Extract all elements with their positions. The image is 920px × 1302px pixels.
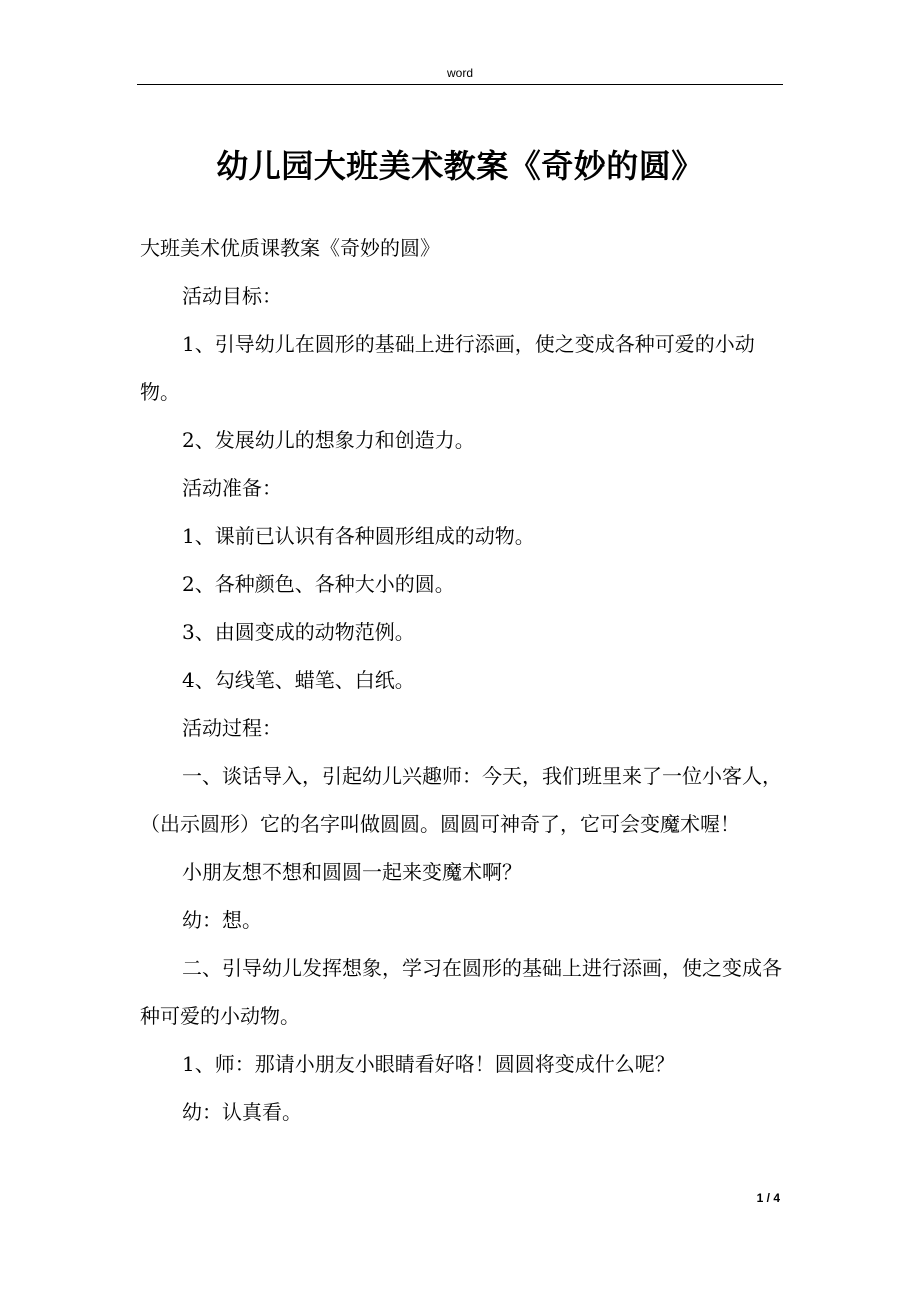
paragraph: 活动准备：: [182, 476, 282, 500]
paragraph: 幼：认真看。: [182, 1100, 302, 1124]
paragraph: 3、由圆变成的动物范例。: [182, 620, 415, 644]
paragraph: 活动目标：: [182, 284, 282, 308]
document-body: [140, 224, 782, 1136]
paragraph: 活动过程：: [182, 716, 282, 740]
page-header: word: [446, 66, 473, 80]
header-divider: [137, 84, 783, 85]
document-title: 幼儿园大班美术教案《奇妙的圆》: [216, 147, 704, 185]
paragraph: 1、引导幼儿在圆形的基础上进行添画，使之变成各种可爱的小动物。: [140, 332, 755, 404]
paragraph: 4、勾线笔、蜡笔、白纸。: [182, 668, 415, 692]
paragraph: 2、发展幼儿的想象力和创造力。: [182, 428, 475, 452]
paragraph: 一、谈话导入，引起幼儿兴趣师：今天，我们班里来了一位小客人，（出示圆形）它的名字叫做圆圆。圆圆可神奇了，它可会变魔术喔！: [140, 764, 782, 836]
paragraph-subtitle: 大班美术优质课教案《奇妙的圆》: [140, 236, 440, 260]
paragraph: 1、课前已认识有各种圆形组成的动物。: [182, 524, 535, 548]
paragraph: 小朋友想不想和圆圆一起来变魔术啊？: [182, 860, 522, 884]
page-number: 1 / 4: [756, 1191, 780, 1205]
paragraph: 1、师：那请小朋友小眼睛看好咯！圆圆将变成什么呢？: [182, 1052, 675, 1076]
paragraph: 二、引导幼儿发挥想象，学习在圆形的基础上进行添画，使之变成各种可爱的小动物。: [140, 956, 782, 1028]
paragraph: 2、各种颜色、各种大小的圆。: [182, 572, 455, 596]
paragraph: 幼：想。: [182, 908, 262, 932]
